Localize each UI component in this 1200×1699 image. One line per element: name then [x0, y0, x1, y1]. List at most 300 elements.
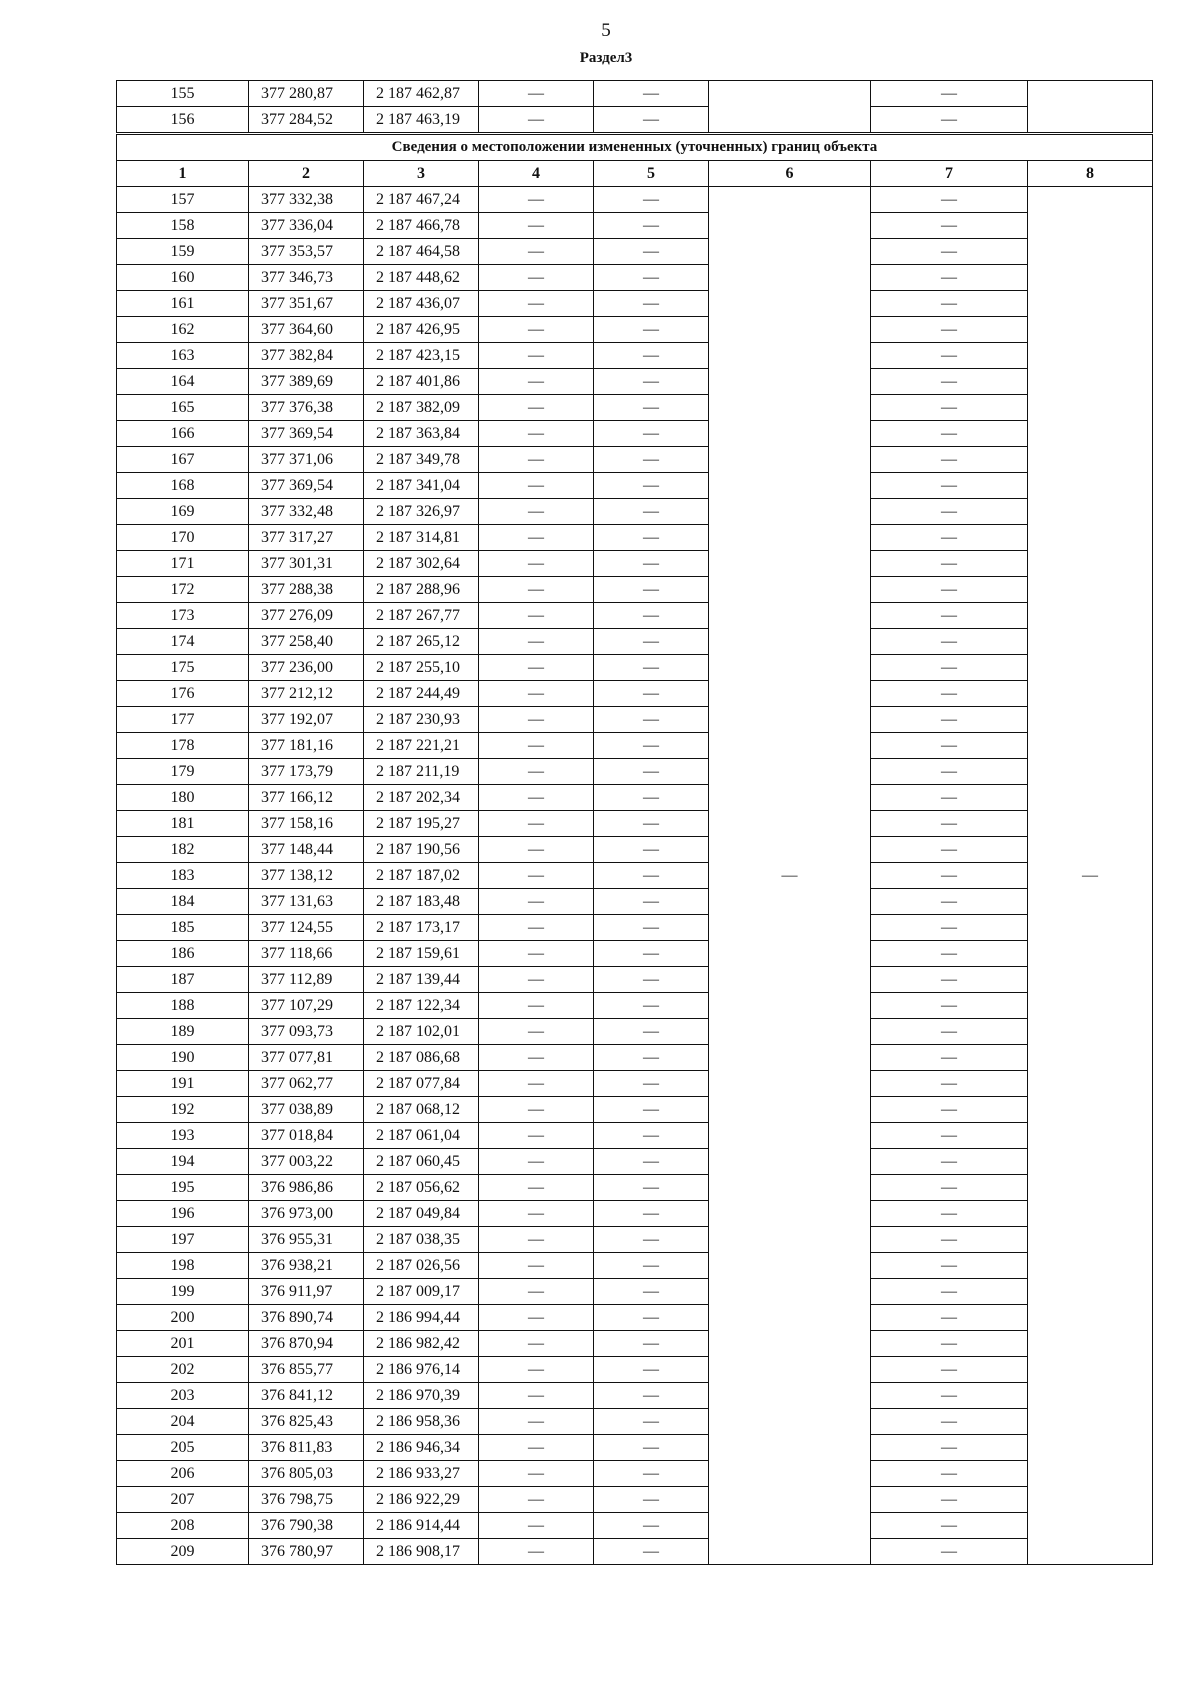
column-4-cell: — [479, 369, 594, 395]
x-coordinate-cell: 377 371,06 [249, 447, 364, 473]
y-coordinate-cell: 2 187 202,34 [364, 785, 479, 811]
column-7-cell: — [871, 107, 1028, 133]
table-row [117, 447, 1153, 473]
column-5-cell: — [594, 811, 709, 837]
y-coordinate-cell: 2 187 026,56 [364, 1253, 479, 1279]
column-7-cell: — [871, 707, 1028, 733]
column-7-cell: — [871, 421, 1028, 447]
point-number-cell: 186 [117, 941, 249, 967]
column-5-cell: — [594, 993, 709, 1019]
column-5-cell: — [594, 1175, 709, 1201]
y-coordinate-cell: 2 187 190,56 [364, 837, 479, 863]
column-4-cell: — [479, 811, 594, 837]
column-4-cell: — [479, 1513, 594, 1539]
column-5-cell: — [594, 343, 709, 369]
x-coordinate-cell: 377 382,84 [249, 343, 364, 369]
column-7-cell: — [871, 1019, 1028, 1045]
point-number-cell: 199 [117, 1279, 249, 1305]
column-5-cell: — [594, 369, 709, 395]
table-row [117, 889, 1153, 915]
column-number-4: 4 [479, 161, 594, 187]
column-7-cell: — [871, 1071, 1028, 1097]
y-coordinate-cell: 2 186 946,34 [364, 1435, 479, 1461]
column-5-cell: — [594, 655, 709, 681]
column-4-cell: — [479, 655, 594, 681]
table-row [117, 265, 1153, 291]
point-number-cell: 204 [117, 1409, 249, 1435]
column-5-cell: — [594, 473, 709, 499]
y-coordinate-cell: 2 187 159,61 [364, 941, 479, 967]
column-5-cell: — [594, 1513, 709, 1539]
column-7-cell: — [871, 343, 1028, 369]
table-row [117, 1409, 1153, 1435]
x-coordinate-cell: 376 955,31 [249, 1227, 364, 1253]
point-number-cell: 189 [117, 1019, 249, 1045]
column-7-cell: — [871, 1357, 1028, 1383]
column-number-8: 8 [1028, 161, 1153, 187]
y-coordinate-cell: 2 186 914,44 [364, 1513, 479, 1539]
y-coordinate-cell: 2 187 462,87 [364, 81, 479, 107]
y-coordinate-cell: 2 187 265,12 [364, 629, 479, 655]
y-coordinate-cell: 2 187 244,49 [364, 681, 479, 707]
table-row [117, 785, 1153, 811]
point-number-cell: 194 [117, 1149, 249, 1175]
point-number-cell: 179 [117, 759, 249, 785]
y-coordinate-cell: 2 187 467,24 [364, 187, 479, 213]
point-number-cell: 201 [117, 1331, 249, 1357]
table-row [117, 525, 1153, 551]
column-7-cell: — [871, 369, 1028, 395]
column-7-cell: — [871, 1539, 1028, 1565]
x-coordinate-cell: 377 317,27 [249, 525, 364, 551]
column-5-cell: — [594, 915, 709, 941]
y-coordinate-cell: 2 187 466,78 [364, 213, 479, 239]
column-4-cell: — [479, 107, 594, 133]
column-5-cell: — [594, 1539, 709, 1565]
point-number-cell: 191 [117, 1071, 249, 1097]
table-row [117, 369, 1153, 395]
column-4-cell: — [479, 993, 594, 1019]
y-coordinate-cell: 2 187 464,58 [364, 239, 479, 265]
point-number-cell: 160 [117, 265, 249, 291]
column-7-cell: — [871, 525, 1028, 551]
x-coordinate-cell: 376 986,86 [249, 1175, 364, 1201]
column-5-cell: — [594, 889, 709, 915]
column-5-cell: — [594, 525, 709, 551]
column-4-cell: — [479, 707, 594, 733]
column-7-cell: — [871, 473, 1028, 499]
point-number-cell: 173 [117, 603, 249, 629]
column-7-cell: — [871, 447, 1028, 473]
column-7-cell: — [871, 837, 1028, 863]
column-number-2: 2 [249, 161, 364, 187]
x-coordinate-cell: 377 138,12 [249, 863, 364, 889]
column-5-cell: — [594, 1201, 709, 1227]
point-number-cell: 155 [117, 81, 249, 107]
column-7-cell: — [871, 915, 1028, 941]
y-coordinate-cell: 2 186 933,27 [364, 1461, 479, 1487]
x-coordinate-cell: 377 038,89 [249, 1097, 364, 1123]
y-coordinate-cell: 2 187 056,62 [364, 1175, 479, 1201]
point-number-cell: 197 [117, 1227, 249, 1253]
column-4-cell: — [479, 1175, 594, 1201]
table-row [117, 759, 1153, 785]
column-number-3: 3 [364, 161, 479, 187]
y-coordinate-cell: 2 187 255,10 [364, 655, 479, 681]
column-4-cell: — [479, 1305, 594, 1331]
x-coordinate-cell: 377 192,07 [249, 707, 364, 733]
table-row [117, 395, 1153, 421]
x-coordinate-cell: 377 351,67 [249, 291, 364, 317]
y-coordinate-cell: 2 187 341,04 [364, 473, 479, 499]
point-number-cell: 198 [117, 1253, 249, 1279]
column-5-cell: — [594, 1097, 709, 1123]
x-coordinate-cell: 377 258,40 [249, 629, 364, 655]
column-4-cell: — [479, 1045, 594, 1071]
column-5-cell: — [594, 291, 709, 317]
column-5-cell: — [594, 863, 709, 889]
y-coordinate-cell: 2 187 267,77 [364, 603, 479, 629]
column-5-cell: — [594, 107, 709, 133]
column-7-cell: — [871, 889, 1028, 915]
column-8-merged-cell [1028, 81, 1153, 133]
column-7-cell: — [871, 1305, 1028, 1331]
table-row [117, 239, 1153, 265]
y-coordinate-cell: 2 187 077,84 [364, 1071, 479, 1097]
y-coordinate-cell: 2 187 382,09 [364, 395, 479, 421]
point-number-cell: 162 [117, 317, 249, 343]
column-5-cell: — [594, 1305, 709, 1331]
boundary-coordinates-table [116, 80, 1153, 1565]
column-5-cell: — [594, 1045, 709, 1071]
column-number-6: 6 [709, 161, 871, 187]
point-number-cell: 166 [117, 421, 249, 447]
column-4-cell: — [479, 733, 594, 759]
column-7-cell: — [871, 1201, 1028, 1227]
column-5-cell: — [594, 837, 709, 863]
table-row [117, 291, 1153, 317]
point-number-cell: 208 [117, 1513, 249, 1539]
y-coordinate-cell: 2 187 436,07 [364, 291, 479, 317]
table-row [117, 1279, 1153, 1305]
column-4-cell: — [479, 837, 594, 863]
page-number: 5 [601, 20, 611, 41]
column-7-cell: — [871, 291, 1028, 317]
table-row [117, 1253, 1153, 1279]
column-7-cell: — [871, 1149, 1028, 1175]
y-coordinate-cell: 2 187 195,27 [364, 811, 479, 837]
point-number-cell: 180 [117, 785, 249, 811]
table-row [117, 811, 1153, 837]
column-5-cell: — [594, 1487, 709, 1513]
column-4-cell: — [479, 1539, 594, 1565]
column-5-cell: — [594, 81, 709, 107]
column-4-cell: — [479, 395, 594, 421]
column-7-cell: — [871, 187, 1028, 213]
column-4-cell: — [479, 81, 594, 107]
y-coordinate-cell: 2 187 173,17 [364, 915, 479, 941]
x-coordinate-cell: 377 369,54 [249, 421, 364, 447]
y-coordinate-cell: 2 187 230,93 [364, 707, 479, 733]
point-number-cell: 196 [117, 1201, 249, 1227]
y-coordinate-cell: 2 187 448,62 [364, 265, 479, 291]
column-4-cell: — [479, 447, 594, 473]
column-7-cell: — [871, 213, 1028, 239]
table-row [117, 707, 1153, 733]
column-4-cell: — [479, 265, 594, 291]
x-coordinate-cell: 377 107,29 [249, 993, 364, 1019]
column-6-merged-cell [709, 81, 871, 133]
y-coordinate-cell: 2 187 009,17 [364, 1279, 479, 1305]
table-row [117, 1045, 1153, 1071]
point-number-cell: 161 [117, 291, 249, 317]
point-number-cell: 209 [117, 1539, 249, 1565]
point-number-cell: 195 [117, 1175, 249, 1201]
point-number-cell: 156 [117, 107, 249, 133]
column-7-cell: — [871, 1435, 1028, 1461]
y-coordinate-cell: 2 186 982,42 [364, 1331, 479, 1357]
point-number-cell: 172 [117, 577, 249, 603]
column-4-cell: — [479, 317, 594, 343]
column-4-cell: — [479, 759, 594, 785]
y-coordinate-cell: 2 186 970,39 [364, 1383, 479, 1409]
column-5-cell: — [594, 1435, 709, 1461]
column-4-cell: — [479, 1383, 594, 1409]
column-5-cell: — [594, 395, 709, 421]
column-5-cell: — [594, 1279, 709, 1305]
column-7-cell: — [871, 655, 1028, 681]
point-number-cell: 200 [117, 1305, 249, 1331]
x-coordinate-cell: 377 236,00 [249, 655, 364, 681]
column-4-cell: — [479, 1149, 594, 1175]
table-row [117, 941, 1153, 967]
x-coordinate-cell: 377 288,38 [249, 577, 364, 603]
column-4-cell: — [479, 1331, 594, 1357]
column-7-cell: — [871, 1331, 1028, 1357]
column-7-cell: — [871, 733, 1028, 759]
x-coordinate-cell: 377 376,38 [249, 395, 364, 421]
x-coordinate-cell: 377 280,87 [249, 81, 364, 107]
table-row [117, 551, 1153, 577]
column-4-cell: — [479, 889, 594, 915]
point-number-cell: 165 [117, 395, 249, 421]
y-coordinate-cell: 2 187 211,19 [364, 759, 479, 785]
column-7-cell: — [871, 603, 1028, 629]
y-coordinate-cell: 2 187 423,15 [364, 343, 479, 369]
table-row [117, 1539, 1153, 1565]
column-5-cell: — [594, 317, 709, 343]
column-4-cell: — [479, 291, 594, 317]
x-coordinate-cell: 377 284,52 [249, 107, 364, 133]
column-4-cell: — [479, 187, 594, 213]
column-number-row [117, 161, 1153, 187]
column-4-cell: — [479, 785, 594, 811]
column-5-cell: — [594, 1227, 709, 1253]
table-row [117, 213, 1153, 239]
point-number-cell: 159 [117, 239, 249, 265]
x-coordinate-cell: 377 093,73 [249, 1019, 364, 1045]
table-row [117, 1331, 1153, 1357]
y-coordinate-cell: 2 187 068,12 [364, 1097, 479, 1123]
column-7-cell: — [871, 629, 1028, 655]
column-number-7: 7 [871, 161, 1028, 187]
table-row [117, 1175, 1153, 1201]
column-5-cell: — [594, 187, 709, 213]
column-5-cell: — [594, 733, 709, 759]
column-5-cell: — [594, 1461, 709, 1487]
column-4-cell: — [479, 213, 594, 239]
column-5-cell: — [594, 239, 709, 265]
column-7-cell: — [871, 759, 1028, 785]
column-5-cell: — [594, 941, 709, 967]
table-row [117, 1487, 1153, 1513]
table-row [117, 499, 1153, 525]
x-coordinate-cell: 377 124,55 [249, 915, 364, 941]
column-7-cell: — [871, 577, 1028, 603]
column-7-cell: — [871, 239, 1028, 265]
column-5-cell: — [594, 785, 709, 811]
point-number-cell: 177 [117, 707, 249, 733]
point-number-cell: 207 [117, 1487, 249, 1513]
y-coordinate-cell: 2 187 326,97 [364, 499, 479, 525]
point-number-cell: 185 [117, 915, 249, 941]
x-coordinate-cell: 376 841,12 [249, 1383, 364, 1409]
column-4-cell: — [479, 499, 594, 525]
y-coordinate-cell: 2 187 349,78 [364, 447, 479, 473]
column-7-cell: — [871, 811, 1028, 837]
column-5-cell: — [594, 967, 709, 993]
column-7-cell: — [871, 265, 1028, 291]
column-5-cell: — [594, 629, 709, 655]
y-coordinate-cell: 2 187 463,19 [364, 107, 479, 133]
column-7-cell: — [871, 1253, 1028, 1279]
column-7-cell: — [871, 317, 1028, 343]
x-coordinate-cell: 377 112,89 [249, 967, 364, 993]
y-coordinate-cell: 2 187 426,95 [364, 317, 479, 343]
x-coordinate-cell: 377 018,84 [249, 1123, 364, 1149]
column-7-cell: — [871, 1409, 1028, 1435]
column-7-cell: — [871, 81, 1028, 107]
column-5-cell: — [594, 681, 709, 707]
point-number-cell: 188 [117, 993, 249, 1019]
table-row [117, 655, 1153, 681]
column-7-cell: — [871, 785, 1028, 811]
column-7-cell: — [871, 395, 1028, 421]
table-row [117, 473, 1153, 499]
x-coordinate-cell: 376 790,38 [249, 1513, 364, 1539]
column-7-cell: — [871, 1279, 1028, 1305]
y-coordinate-cell: 2 187 187,02 [364, 863, 479, 889]
column-7-cell: — [871, 1513, 1028, 1539]
x-coordinate-cell: 377 148,44 [249, 837, 364, 863]
x-coordinate-cell: 376 780,97 [249, 1539, 364, 1565]
column-7-cell: — [871, 1461, 1028, 1487]
point-number-cell: 171 [117, 551, 249, 577]
x-coordinate-cell: 376 855,77 [249, 1357, 364, 1383]
table-row [117, 1123, 1153, 1149]
table-row [117, 1435, 1153, 1461]
table-row [117, 1019, 1153, 1045]
x-coordinate-cell: 377 131,63 [249, 889, 364, 915]
x-coordinate-cell: 377 346,73 [249, 265, 364, 291]
x-coordinate-cell: 377 173,79 [249, 759, 364, 785]
y-coordinate-cell: 2 186 994,44 [364, 1305, 479, 1331]
table-row [117, 733, 1153, 759]
point-number-cell: 192 [117, 1097, 249, 1123]
y-coordinate-cell: 2 187 221,21 [364, 733, 479, 759]
column-7-cell: — [871, 1045, 1028, 1071]
point-number-cell: 181 [117, 811, 249, 837]
column-4-cell: — [479, 577, 594, 603]
column-4-cell: — [479, 343, 594, 369]
x-coordinate-cell: 377 369,54 [249, 473, 364, 499]
y-coordinate-cell: 2 187 401,86 [364, 369, 479, 395]
column-7-cell: — [871, 681, 1028, 707]
x-coordinate-cell: 376 805,03 [249, 1461, 364, 1487]
point-number-cell: 169 [117, 499, 249, 525]
y-coordinate-cell: 2 187 086,68 [364, 1045, 479, 1071]
x-coordinate-cell: 377 336,04 [249, 213, 364, 239]
column-4-cell: — [479, 915, 594, 941]
x-coordinate-cell: 376 938,21 [249, 1253, 364, 1279]
column-5-cell: — [594, 759, 709, 785]
point-number-cell: 176 [117, 681, 249, 707]
column-5-cell: — [594, 1253, 709, 1279]
x-coordinate-cell: 376 870,94 [249, 1331, 364, 1357]
table-row [117, 915, 1153, 941]
column-4-cell: — [479, 1201, 594, 1227]
table-row [117, 1305, 1153, 1331]
column-4-cell: — [479, 421, 594, 447]
column-7-cell: — [871, 1487, 1028, 1513]
column-7-cell: — [871, 1097, 1028, 1123]
x-coordinate-cell: 377 389,69 [249, 369, 364, 395]
column-4-cell: — [479, 941, 594, 967]
point-number-cell: 203 [117, 1383, 249, 1409]
column-4-cell: — [479, 1409, 594, 1435]
column-5-cell: — [594, 1383, 709, 1409]
x-coordinate-cell: 376 811,83 [249, 1435, 364, 1461]
column-4-cell: — [479, 239, 594, 265]
table-row [117, 1227, 1153, 1253]
point-number-cell: 158 [117, 213, 249, 239]
column-5-cell: — [594, 265, 709, 291]
table-row [117, 577, 1153, 603]
column-5-cell: — [594, 1123, 709, 1149]
point-number-cell: 193 [117, 1123, 249, 1149]
table-row [117, 1357, 1153, 1383]
column-4-cell: — [479, 603, 594, 629]
column-4-cell: — [479, 525, 594, 551]
table-row [117, 1201, 1153, 1227]
x-coordinate-cell: 377 166,12 [249, 785, 364, 811]
column-5-cell: — [594, 1409, 709, 1435]
table-row [117, 603, 1153, 629]
column-5-cell: — [594, 577, 709, 603]
column-4-cell: — [479, 473, 594, 499]
table-row [117, 421, 1153, 447]
section-title: Раздел3 [579, 50, 633, 66]
point-number-cell: 174 [117, 629, 249, 655]
point-number-cell: 170 [117, 525, 249, 551]
column-5-cell: — [594, 1357, 709, 1383]
column-4-cell: — [479, 1461, 594, 1487]
table-row [117, 1149, 1153, 1175]
table-subtitle: Сведения о местоположении измененных (уточненных) границ объекта [117, 135, 1153, 161]
column-6-merged-cell: — [709, 187, 871, 1565]
point-number-cell: 182 [117, 837, 249, 863]
column-4-cell: — [479, 551, 594, 577]
